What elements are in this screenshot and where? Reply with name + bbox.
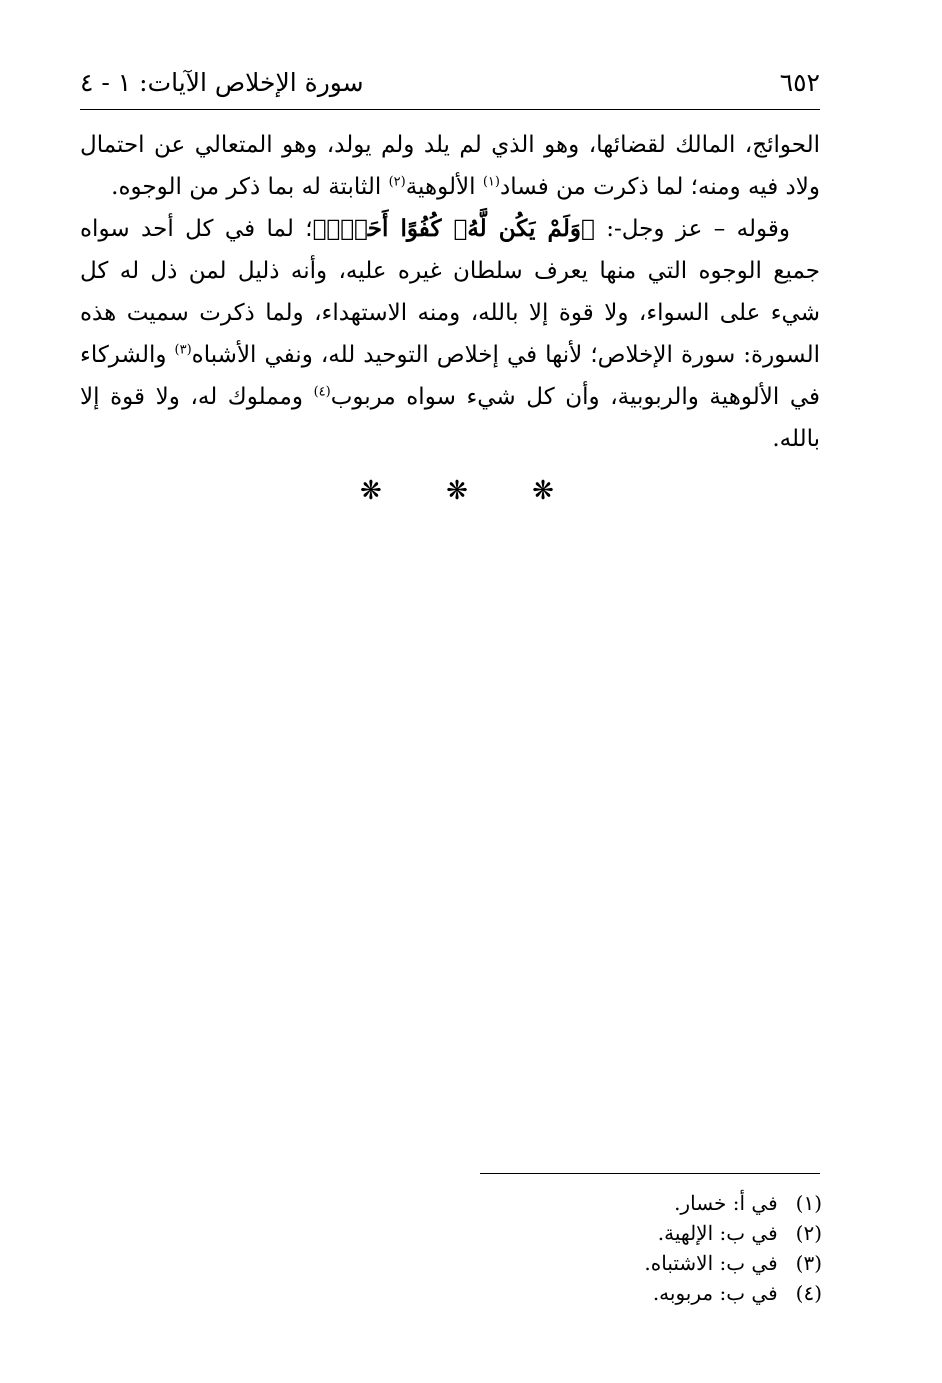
- paragraph-2: [80, 208, 820, 460]
- paragraph-1-text-a: الحوائج، المالك لقضائها، وهو الذي لم يلد ولم يولد، وهو المتعالي عن احتمال ولاد فيه ومنه؛ لما ذكرت من فساد: [80, 132, 820, 200]
- footnote-ref-1: (١): [482, 174, 500, 190]
- paragraph-1-text-c: الثابتة له بما ذكر من الوجوه.: [111, 174, 389, 200]
- footnote-number: (٣): [795, 1251, 822, 1275]
- paragraph-2-text-a: وقوله – عز وجل-:: [594, 216, 790, 242]
- footnote-4: [422, 1278, 822, 1308]
- footnote-text: في ب: مربوبه.: [652, 1281, 778, 1305]
- footnote-number: (٢): [795, 1221, 822, 1245]
- running-title: سورة الإخلاص الآيات: ١ - ٤: [80, 68, 364, 97]
- paragraph-2-text-b: ؛ لما في كل أحد سواه جميع الوجوه التي منها يعرف سلطان غيره عليه، وأنه ذليل لمن ذل له كل شيء على السواء، ولا قوة إلا بالله، ومنه الاستهداء، ولما ذكرت سميت هذه السورة: سورة الإخلاص؛ لأنها في إخلاص التوحيد لله، ونفي الأشباه: [80, 216, 820, 368]
- footnote-rule: [480, 1173, 820, 1174]
- section-separator: ❋ ❋ ❋: [360, 476, 582, 506]
- footnote-number: (١): [795, 1191, 822, 1215]
- footnote-2: [422, 1218, 822, 1248]
- footnotes: [422, 1188, 822, 1308]
- header-rule: [80, 109, 820, 110]
- footnote-ref-2: (٢): [388, 174, 406, 190]
- paragraph-2-text-c: والشركاء في الألوهية والربوبية، وأن كل شيء سواه مربوب: [80, 342, 820, 410]
- footnote-ref-3: (٣): [174, 342, 192, 358]
- page-number: ٦٥٢: [779, 68, 820, 97]
- footnote-text: في ب: الاشتباه.: [644, 1251, 778, 1275]
- paragraph-1: [80, 124, 820, 208]
- footnote-ref-4: (٤): [313, 384, 331, 400]
- page-header: [80, 62, 820, 106]
- paragraph-1-text-b: الألوهية: [405, 174, 483, 200]
- footnote-text: في ب: الإلهية.: [657, 1221, 778, 1245]
- quran-verse: ﴿وَلَمْ يَكُن لَّهُۥ كُفُوًا أَحَدٌۢ﴾: [312, 215, 595, 242]
- footnote-text: في أ: خسار.: [674, 1191, 778, 1215]
- footnote-number: (٤): [795, 1281, 822, 1305]
- footnote-3: [422, 1248, 822, 1278]
- paragraph-2-text-d: ومملوك له، ولا قوة إلا بالله.: [80, 384, 820, 452]
- footnote-1: [422, 1188, 822, 1218]
- main-text: [80, 124, 820, 460]
